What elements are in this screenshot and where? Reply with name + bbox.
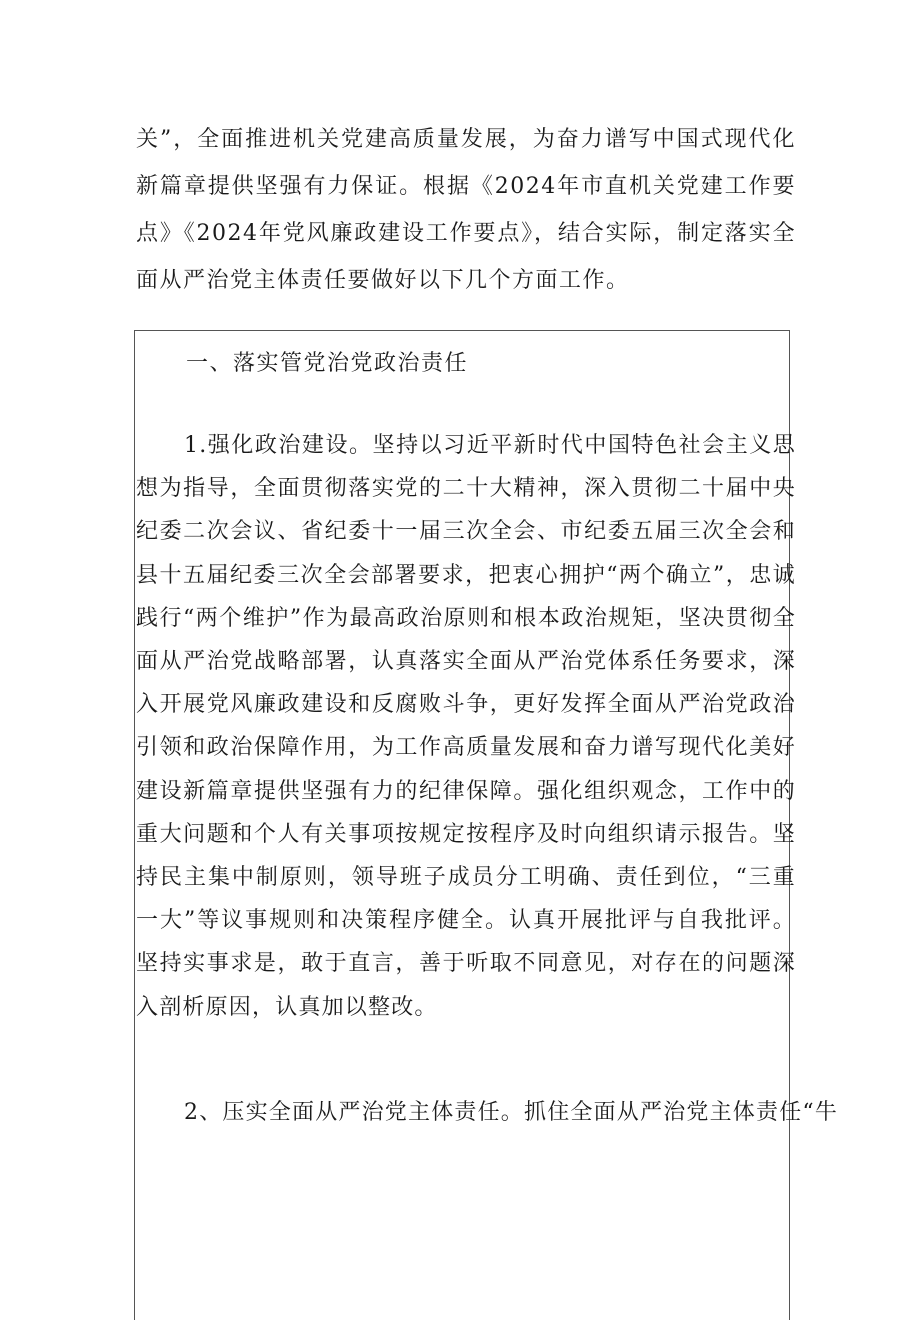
section-heading: 一、落实管党治党政治责任 xyxy=(186,351,469,376)
item1-paragraph: 1.强化政治建设。坚持以习近平新时代中国特色社会主义思想为指导，全面贯彻落实党的二十大精神，深入贯彻二十届中央纪委二次会议、省纪委十一届三次全会、市纪委五届三次全会和县十五届纪委三次全会部署要求，把衷心拥护“两个确立”，忠诚践行“两个维护”作为最高政治原则和根本政治规矩，坚决贯彻全面从严治党战略部署，认真落实全面从严治党体系任务要求，深入开展党风廉政建设和反腐败斗争，更好发挥全面从严治党政治引领和政治保障作用，为工作高质量发展和奋力谱写现代化美好建设新篇章提供坚强有力的纪律保障。强化组织观念，工作中的重大问题和个人有关事项按规定按程序及时向组织请示报告。坚持民主集中制原则，领导班子成员分工明确、责任到位，“三重一大”等议事规则和决策程序健全。认真开展批评与自我批评。坚持实事求是，敢于直言，善于听取不同意见，对存在的问题深入剖析原因，认真加以整改。 xyxy=(136,433,796,1020)
item2-paragraph: 2、压实全面从严治党主体责任。抓住全面从严治党主体责任“牛 xyxy=(184,1100,839,1125)
intro-paragraph: 关”，全面推进机关党建高质量发展，为奋力谱写中国式现代化新篇章提供坚强有力保证。根据《2024年市直机关党建工作要点》《2024年党风廉政建设工作要点》，结合实际，制定落实全面从严治党主体责任要做好以下几个方面工作。 xyxy=(136,127,796,293)
